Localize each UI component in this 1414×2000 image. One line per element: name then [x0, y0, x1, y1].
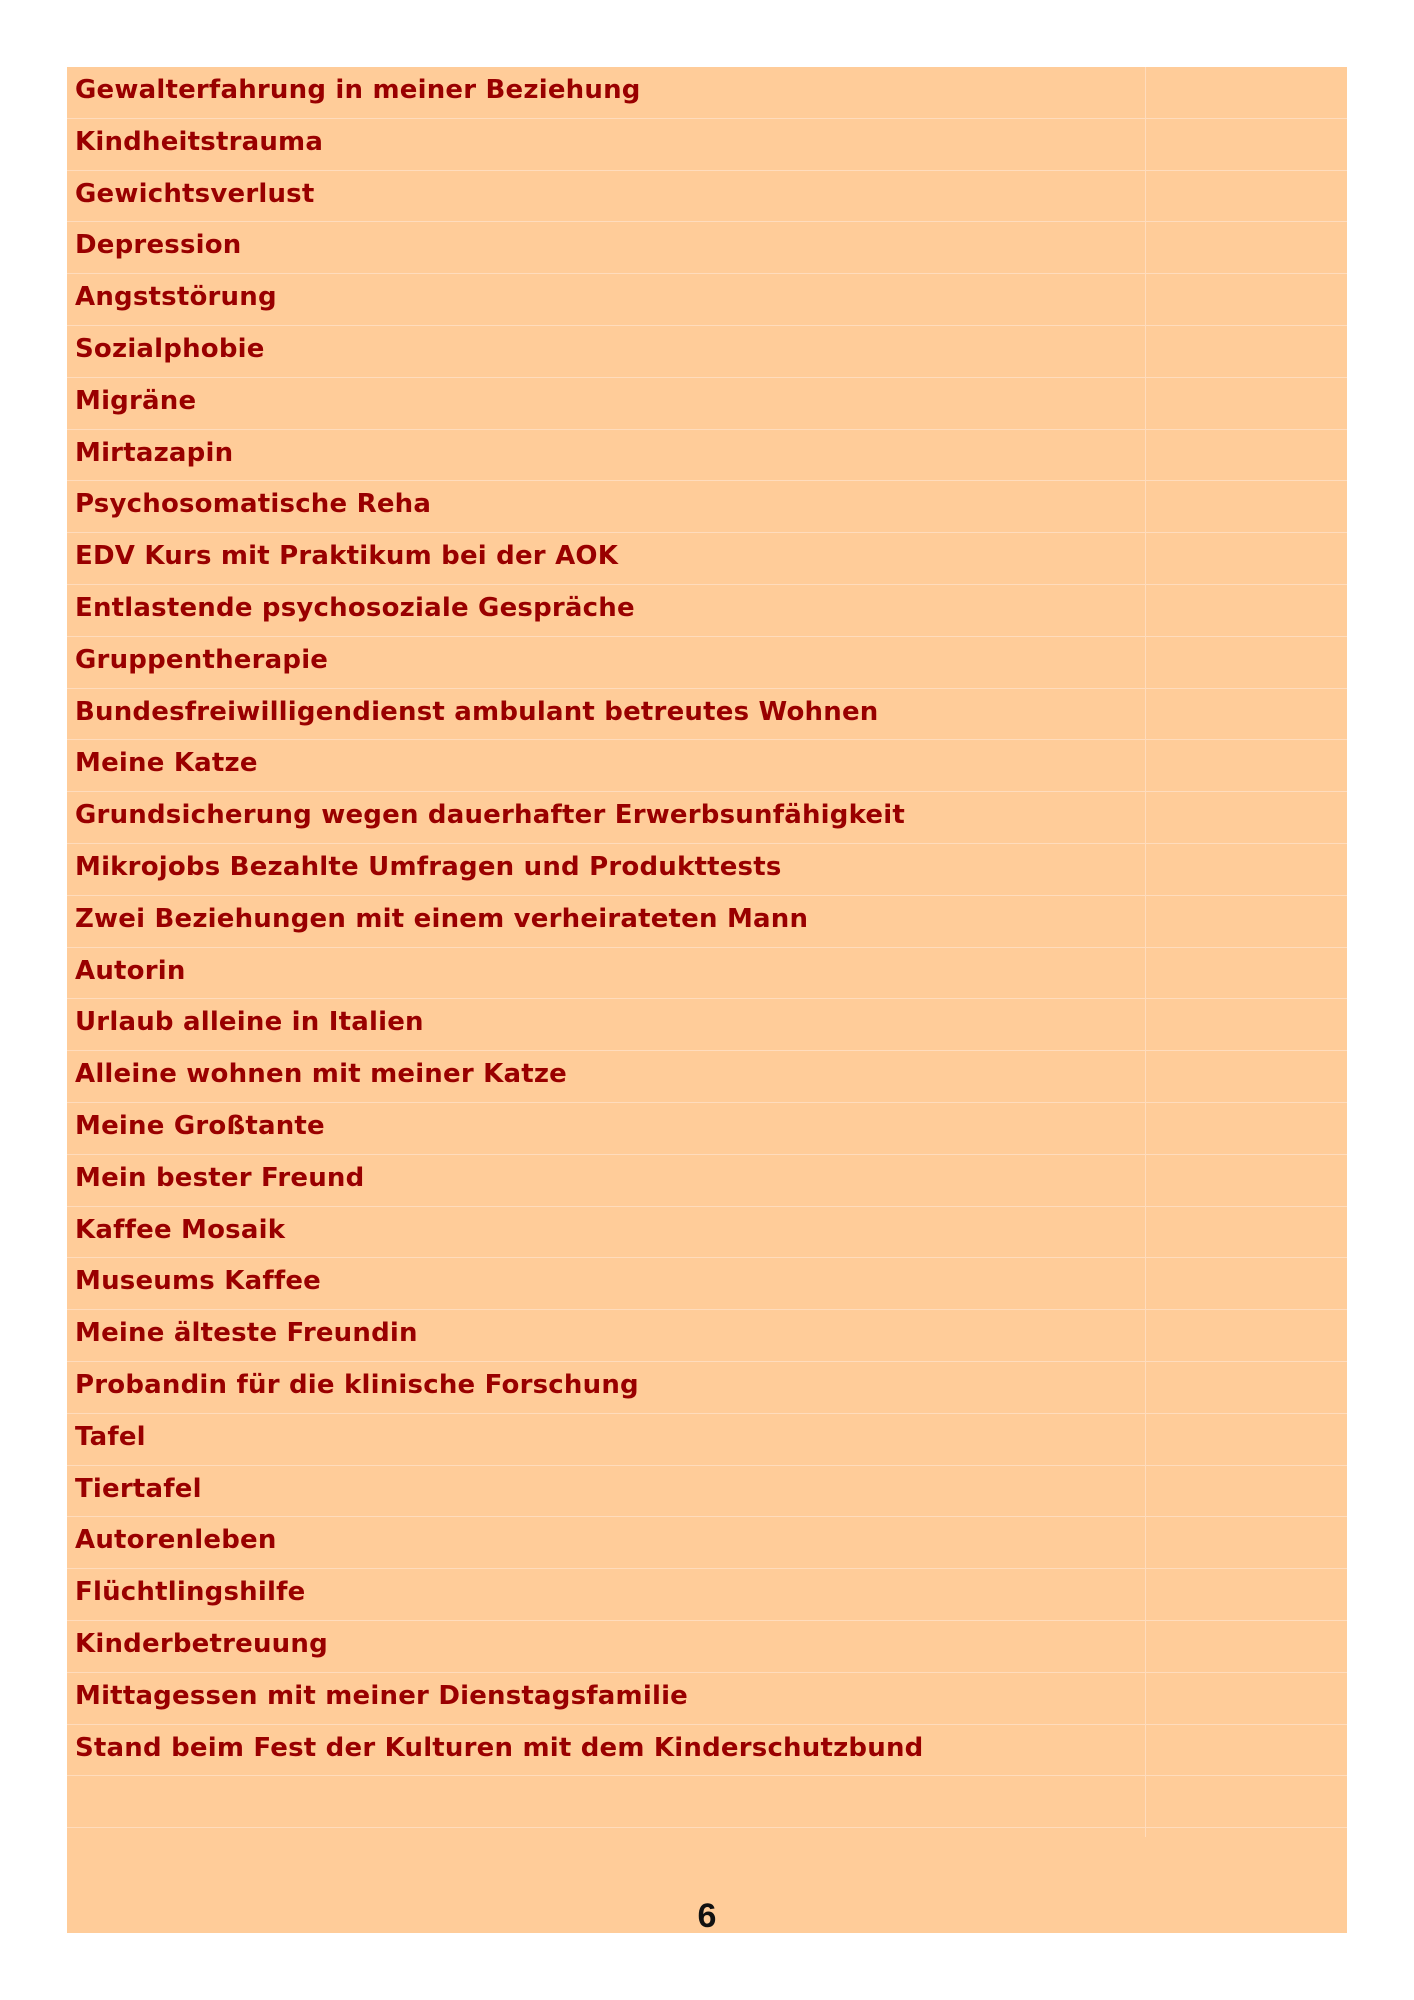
list-item	[67, 481, 1347, 533]
list-item	[67, 1155, 1347, 1207]
list-item	[67, 1673, 1347, 1725]
list-item	[67, 533, 1347, 585]
list-item-label: Gewalterfahrung in meiner Beziehung	[75, 75, 641, 105]
list-item	[67, 1103, 1347, 1155]
list-item	[67, 1258, 1347, 1310]
list-item	[67, 792, 1347, 844]
list-item	[67, 274, 1347, 326]
list-item-label: EDV Kurs mit Praktikum bei der AOK	[75, 541, 619, 572]
list-item-label: Kaffee Mosaik	[75, 1214, 286, 1245]
list-item-label: Mirtazapin	[75, 437, 234, 468]
list-item	[67, 67, 1347, 119]
list-item	[67, 689, 1347, 741]
list-item	[67, 1466, 1347, 1518]
list-item-label: Mittagessen mit meiner Dienstagsfamilie	[75, 1680, 689, 1711]
list-item-label: Mikrojobs Bezahlte Umfragen und Produkttests	[75, 851, 782, 882]
list-item	[67, 326, 1347, 378]
list-item-label: Gewichtsverlust	[75, 178, 315, 209]
list-item	[67, 1517, 1347, 1569]
list-item	[67, 1621, 1347, 1673]
list-item	[67, 1051, 1347, 1103]
list-item	[67, 585, 1347, 637]
list-item	[67, 896, 1347, 948]
list-item	[67, 948, 1347, 1000]
list-item-label: Autorenleben	[75, 1525, 277, 1556]
list-item-label: Angststörung	[75, 282, 277, 313]
list-item-label: Grundsicherung wegen dauerhafter Erwerbsunfähigkeit	[75, 800, 905, 831]
list-item	[67, 844, 1347, 896]
list-item	[67, 222, 1347, 274]
list-item-label: Zwei Beziehungen mit einem verheirateten Mann	[75, 903, 809, 934]
list-item-label: Kindheitstrauma	[75, 126, 324, 157]
list-item	[67, 999, 1347, 1051]
page-number: 6	[697, 1897, 717, 1935]
list-item	[67, 637, 1347, 689]
list-item-label: Meine Großtante	[75, 1110, 325, 1141]
list-item	[67, 1776, 1347, 1828]
list-item-label: Meine Katze	[75, 748, 258, 779]
list-item-label: Tiertafel	[75, 1473, 202, 1504]
list-item-label: Flüchtlingshilfe	[75, 1577, 306, 1608]
list-sheet	[67, 67, 1347, 1933]
list-item	[67, 1569, 1347, 1621]
list-item	[67, 119, 1347, 171]
list-item	[67, 430, 1347, 482]
list-item-label: Tafel	[75, 1421, 146, 1452]
list-item-label: Depression	[75, 230, 242, 261]
list-item	[67, 1414, 1347, 1466]
list-item	[67, 171, 1347, 223]
list-item-label: Psychosomatische Reha	[75, 489, 432, 520]
list-item-label: Urlaub alleine in Italien	[75, 1007, 424, 1038]
list-item	[67, 1725, 1347, 1777]
list-item-label: Probandin für die klinische Forschung	[75, 1369, 639, 1400]
list-item-label: Migräne	[75, 385, 197, 416]
list-item-label: Entlastende psychosoziale Gespräche	[75, 592, 635, 623]
list-item-label: Mein bester Freund	[75, 1162, 365, 1193]
list-item	[67, 1362, 1347, 1414]
list-item-label: Alleine wohnen mit meiner Katze	[75, 1059, 568, 1090]
list-item	[67, 740, 1347, 792]
list-item	[67, 378, 1347, 430]
list-item-label: Meine älteste Freundin	[75, 1318, 418, 1349]
list-item-label: Gruppentherapie	[75, 644, 329, 675]
list-item-label: Bundesfreiwilligendienst ambulant betreutes Wohnen	[75, 696, 879, 727]
list-item	[67, 1207, 1347, 1259]
list-item-label: Sozialphobie	[75, 333, 265, 364]
list-item-label: Autorin	[75, 955, 186, 986]
list-item-label: Museums Kaffee	[75, 1266, 322, 1297]
list-item	[67, 1310, 1347, 1362]
list-item-label: Kinderbetreuung	[75, 1628, 328, 1659]
list-item-label: Stand beim Fest der Kulturen mit dem Kinderschutzbund	[75, 1732, 924, 1763]
entry-list	[67, 67, 1347, 1828]
